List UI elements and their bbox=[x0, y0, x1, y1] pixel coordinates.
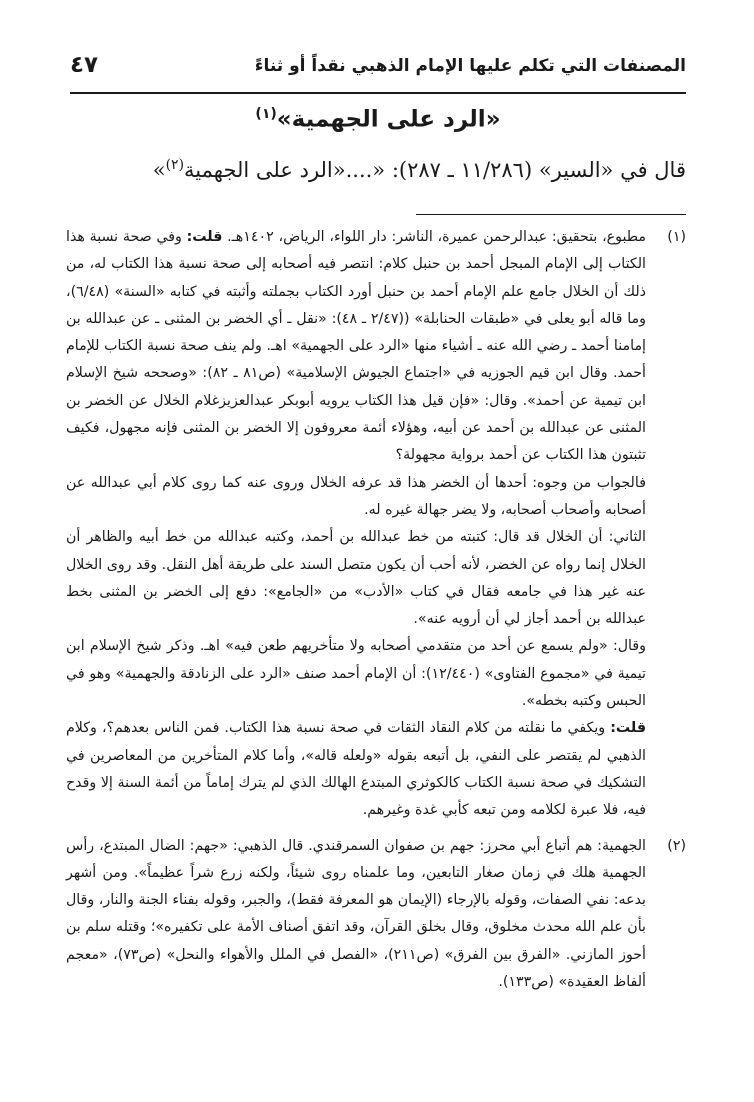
footnote-emphasis: قلت: bbox=[186, 229, 223, 245]
footnote-text: وفي صحة نسبة هذا الكتاب إلى الإمام المبجل أحمد بن حنبل كلام: انتصر فيه أصحابه إلى صحة نسبة هذا الكتاب له، من ذلك أن الخلال جامع علم الإمام أحمد بن حنبل أورد الكتاب بجملته وأثبته في كتابه «السنة» (٦/٤٨)، وما قاله أبو يعلى في «طبقات الحنابلة» ((٢/٤٧ ـ ٤٨): «نقل ـ أي الخضر بن المثنى ـ عن عبدالله بن إمامنا أحمد ـ رضي الله عنه ـ أشياء منها «الرد على الجهمية» اهـ. ولم ينف صحة نسبة الكتاب للإمام أحمد. وقال ابن قيم الجوزيه في «اجتماع الجيوش الإسلامية» (ص٨١ ـ ٨٢): «وصححه شيخ الإسلام ابن تيمية عن أحمد». وقال: «فإن قيل هذا الكتاب يرويه أبوبكر عبدالعزيزغلام الخلال عن الخضر بن المثنى عن عبدالله بن أحمد عن أبيه، وهؤلاء أئمة معروفون إلا الخضر بن المثنى فإنه مجهول، فكيف تثبتون هذا الكتاب عن أحمد برواية مجهولة؟ bbox=[66, 229, 646, 464]
running-title: المصنفات التي تكلم عليها الإمام الذهبي نقداً أو ثناءً bbox=[254, 56, 686, 76]
footnote-paragraph bbox=[66, 470, 646, 525]
footnote-emphasis: قلت: bbox=[610, 720, 646, 737]
footnote-text: فالجواب من وجوه: أحدها أن الخضر هذا قد عرفه الخلال وروى عنه كما روى كلام أبي عبدالله عن أصحابه وأصحاب أصحابه، ولا يضر جهالة غيره له. bbox=[66, 474, 646, 518]
section-title-text: «الرد على الجهمية» bbox=[276, 106, 501, 133]
footnote-paragraph bbox=[66, 833, 646, 997]
header-rule bbox=[70, 92, 686, 94]
footnote-number: (١) bbox=[667, 229, 686, 245]
footnote-ref-2: (٢) bbox=[165, 157, 185, 173]
intro-text: قال في «السير» (١١/٢٨٦ ـ ٢٨٧): «....«الرد على الجهمية bbox=[184, 158, 686, 182]
page-header bbox=[70, 52, 686, 88]
footnote-paragraph bbox=[66, 524, 646, 633]
footnote-ref-1: (١) bbox=[255, 106, 277, 122]
footnote-text: الثاني: أن الخلال قد قال: كتبته من خط عبدالله بن أحمد، وكتبه عبدالله من خط أبيه والظاهر أن الخلال إنما رواه عن الخضر، لأنه أحب أن يكون متصل السند على طريقة أهل النقل. وقد روى الخلال عنه غير هذا في جامعه فقال في كتاب «الأدب» من «الجامع»: دفع إلى الخضر بن المثنى بخط عبدالله بن أحمد أجاز لي أن أرويه عنه». bbox=[66, 529, 646, 628]
footnote-number: (٢) bbox=[667, 837, 686, 854]
footnote-text: ويكفي ما نقلته من كلام النقاد الثقات في صحة نسبة هذا الكتاب. فمن الناس بعدهم؟، وكلام الذهبي لم يقتصر على النفي، بل أتبعه بقوله «ولعله قاله»، وأما كلام المتأخرين من المعاصرين في التشكيك في صحة نسبة الكتاب كالكوثري المبتدع الهالك الذي لم يترك إماماً من أئمة السنة إلا وقدح فيه، فلا عبرة لكلامه ومن تبعه كأبي غدة وغيرهم. bbox=[66, 720, 646, 819]
section-title bbox=[70, 106, 686, 133]
footnote-2 bbox=[66, 833, 686, 997]
footnote-paragraph bbox=[66, 633, 646, 715]
footnote-1 bbox=[66, 224, 686, 825]
footnote-text: الجهمية: هم أتباع أبي محرز: جهم بن صفوان السمرقندي. قال الذهبي: «جهم: الضال المبتدع، رأس الجهمية هلك في زمان صغار التابعين، وما علمناه روى شيئاً، ولكنه زرع شراً عظيماً». ومن أشهر بدعه: نفي الصفات، وقوله بالإرجاء (الإيمان هو المعرفة فقط)، والجبر، وقوله بفناء الجنة والنار، وقال بأن علم الله محدث مخلوق، وقال بخلق القرآن، وقد اتفق أصناف الأمة على تكفيره»؛ وقتله سلم بن أحوز المازني. «الفرق بين الفرق» (ص٢١١)، «الفصل في الملل والأهواء والنحل» (ص٧٣)، «معجم ألفاظ العقيدة» (ص١٣٣). bbox=[66, 837, 646, 991]
footnote-paragraph bbox=[66, 715, 646, 824]
intro-line bbox=[70, 157, 686, 182]
intro-end: » bbox=[152, 158, 166, 182]
footnote-separator bbox=[416, 214, 686, 215]
footnote-text: مطبوع، بتحقيق: عبدالرحمن عميرة، الناشر: دار اللواء، الرياض، ١٤٠٢هـ. bbox=[222, 229, 646, 245]
page-number: ٤٧ bbox=[70, 52, 99, 78]
footnote-paragraph bbox=[66, 224, 646, 470]
footnote-text: وقال: «ولم يسمع عن أحد من متقدمي أصحابه ولا متأخريهم طعن فيه» اهـ. وذكر شيخ الإسلام ابن تيمية في «مجموع الفتاوى» (١٢/٤٤٠): أن الإمام أحمد صنف «الرد على الزنادقة والجهمية» وهو في الحبس وكتبه بخطه». bbox=[66, 638, 647, 710]
footnotes bbox=[66, 224, 686, 996]
